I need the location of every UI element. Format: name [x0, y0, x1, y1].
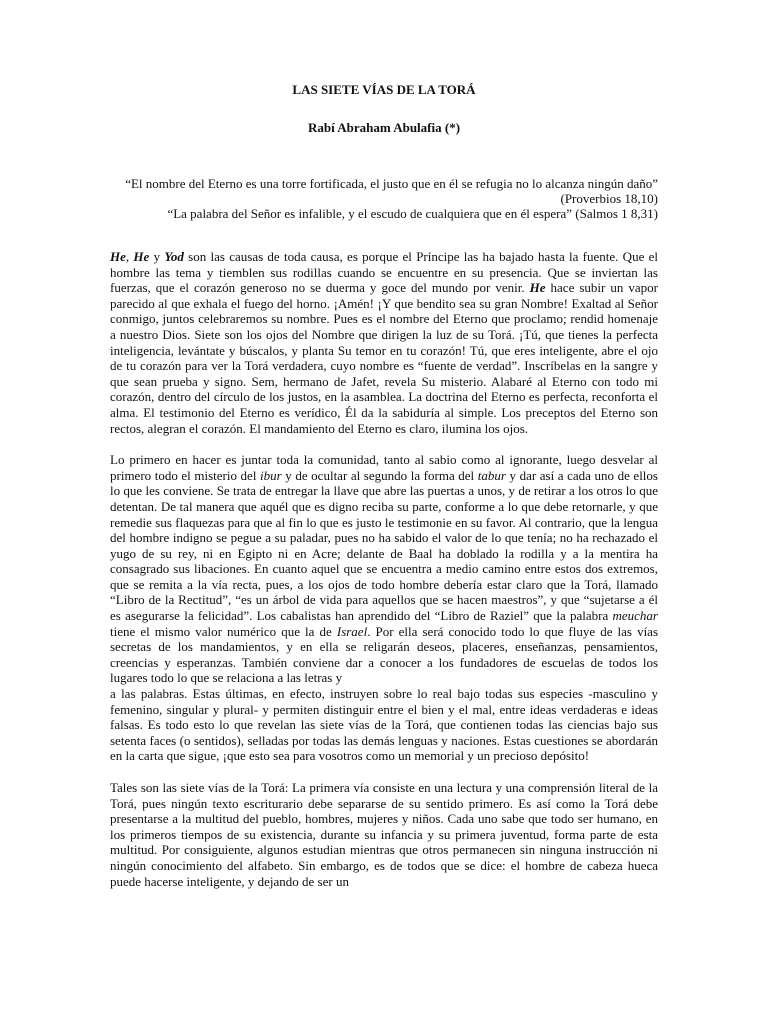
term-yod: Yod: [164, 249, 184, 264]
epigraph-block: [110, 176, 658, 221]
text-run: Lo primero en hacer es juntar toda la comunidad, tanto al sabio como al ignorante, luego desvelar al primero todo el misterio del: [110, 452, 658, 483]
text-run: y: [149, 249, 165, 264]
text-run: hace subir un vapor parecido al que exhala el fuego del horno. ¡Amén! ¡Y que bendito sea su gran Nombre! Exaltad al Señor conmigo, juntos celebraremos su nombre. Pues es el nombre del Eterno que proclamo; rendid homenaje a nuestro Dios. Siete son los ojos del Nombre que dirigen la luz de su Torá. ¡Tú, que tienes la perfecta inteligencia, levántate y búscalos, y planta Su temor en tu corazón! Tú, que eres inteligente, abre el ojo de tu corazón para ver la Torá verdadera, cuyo nombre es “fuente de verdad”. Inscríbelas en la sangre y que sean prueba y signo. Sem, hermano de Jafet, revela Su misterio. Alabaré al Eterno con todo mi corazón, dentro del círculo de los justos, en la asamblea. La doctrina del Eterno es perfecta, reconforta el alma. El testimonio del Eterno es verídico, Él da la sabiduría al simple. Los preceptos del Eterno son rectos, alegran el corazón. El mandamiento del Eterno es claro, ilumina los ojos.: [110, 280, 658, 436]
term-meuchar: meuchar: [612, 608, 658, 624]
text-run: son las causas de toda causa, es porque el Príncipe las ha bajado hasta la fuente. Que el hombre las tema y tiemblen sus rodillas cuando se encuentre en su presencia. Que se inviertan las fuerzas, que el corazón generoso no se duerma y goce del mundo por venir.: [110, 249, 658, 296]
epigraph-psalms: “La palabra del Señor es infalible, y el escudo de cualquiera que en él espera” (Salmos 1 8,31): [167, 206, 658, 221]
document-title: LAS SIETE VÍAS DE LA TORÁ: [292, 82, 476, 97]
term-he: He: [133, 249, 150, 264]
term-he: He: [529, 280, 546, 296]
term-ibur: ibur: [260, 467, 282, 483]
text-run: y de ocultar al segundo la forma del: [281, 467, 478, 483]
author-line: Rabí Abraham Abulafia (*): [307, 120, 461, 135]
text-run: . Por ella será conocido todo lo que fluye de las vías secretas de los mandamientos, y en ella se religarán deseos, placeres, enseñanzas, pensamientos, creencias y esperanzas. También conviene dar a conocer a los fundadores de escuelas de todos los lugares todo lo que se relaciona a las letras y: [110, 623, 659, 686]
text-run: y dar así a cada uno de ellos lo que les conviene. Se trata de entregar la llave que abre las puertas a unos, y de retirar a los otros lo que detentan. De tal manera que aquél que es digno reciba su parte, conforme a lo que debe retornarle, y que remedie sus flaquezas para que al fin lo que es justo le testimonie en su favor. Al contrario, que la lengua del hombre indigno se pegue a su paladar, pues no ha sabido el valor de lo que tenía; no ha rechazado el yugo de su rey, ni en Egipto ni en Acre; delante de Baal ha doblado la rodilla y a la mentira ha consagrado sus libaciones. En cuanto aquel que se encuentra a medio camino entre estos dos extremos, que se remita a la vía recta, pues, a los ojos de todo hombre debería estar claro que la Torá, llamado “Libro de la Rectitud”, “es un árbol de vida para aquellos que se hacen maestros”, y que “sujetarse a él es asegurarse la felicidad”. Los cabalistas han aprendido del “Libro de Raziel” que la palabra: [110, 467, 658, 624]
text-run: ,: [125, 249, 134, 264]
document-page: [110, 80, 658, 889]
paragraph-3: Tales son las siete vías de la Torá: La primera vía consiste en una lectura y una comprensión literal de la Torá, pues ningún texto escriturario debe separarse de su sentido primero. Es así como la Torá debe presentarse a la multitud del pueblo, hombres, mujeres y niños. Cada uno sabe que todo ser humano, en los primeros tiempos de su existencia, durante su infancia y su primera juventud, forma parte de esta multitud. Por consiguiente, algunos estudian mientras que otros permanecen sin ninguna instrucción ni ningún conocimiento del alfabeto. Sin embargo, es de todos que se dice: el hombre de cabeza hueca puede hacerse inteligente, y dejando de ser un: [110, 780, 658, 889]
term-israel: Israel: [336, 623, 368, 639]
term-tabur: tabur: [477, 467, 506, 483]
paragraph-2: [110, 452, 658, 686]
paragraph-2-continued: a las palabras. Estas últimas, en efecto, instruyen sobre lo real bajo todas sus especies -masculino y femenino, singular y plural- y permiten distinguir entre el bien y el mal, entre ideas verdaderas e ideas falsas. Es todo esto lo que revelan las siete vías de la Torá, que contienen todas las ciencias bajo sus setenta faces (o sentidos), selladas por todas las demás lenguas y naciones. Estas cuestiones se abordarán en la carta que sigue, ¡que esto sea para vosotros como un memorial y un precioso depósito!: [110, 686, 658, 764]
term-he: He: [110, 249, 126, 264]
epigraph-proverbs: “El nombre del Eterno es una torre fortificada, el justo que en él se refugia no lo alcanza ningún daño” (Proverbios 18,10): [125, 176, 658, 206]
text-run: tiene el mismo valor numérico que la de: [110, 623, 337, 639]
paragraph-1: [110, 249, 658, 436]
